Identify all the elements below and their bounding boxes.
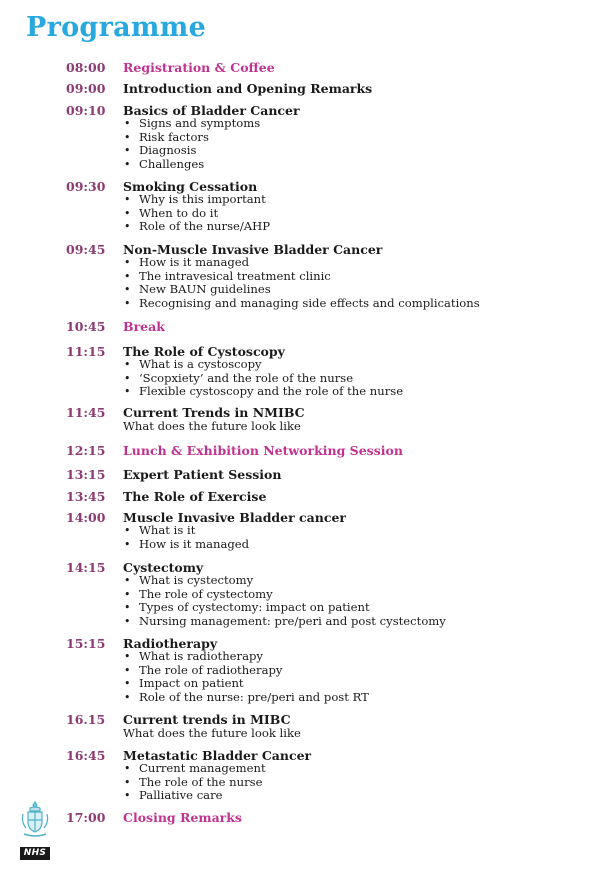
- session-bullet-item: • Signs and symptoms: [123, 117, 260, 131]
- session-bullet-list: [123, 762, 266, 803]
- session-bullet-item: • Impact on patient: [123, 677, 369, 691]
- session-bullet-item: • Palliative care: [123, 789, 266, 803]
- session-title: Radiotherapy: [123, 636, 218, 651]
- session-title: Basics of Bladder Cancer: [123, 103, 300, 118]
- session-time: 14:15: [66, 560, 106, 575]
- session-bullet-list: [123, 524, 249, 551]
- session-title: Muscle Invasive Bladder cancer: [123, 510, 347, 525]
- session-bullet-item: • Nursing management: pre/peri and post cystectomy: [123, 615, 446, 629]
- page-title: Programme: [26, 12, 207, 43]
- session-title: Metastatic Bladder Cancer: [123, 748, 312, 763]
- session-time: 13:15: [66, 467, 106, 482]
- session-bullet-item: • How is it managed: [123, 538, 249, 552]
- session-bullet-list: [123, 358, 403, 399]
- session-bullet-item: • Recognising and managing side effects and complications: [123, 297, 480, 311]
- session-bullet-list: [123, 574, 446, 628]
- session-title: Cystectomy: [123, 560, 204, 575]
- session-bullet-list: [123, 117, 260, 171]
- session-title: Non-Muscle Invasive Bladder Cancer: [123, 242, 383, 257]
- session-bullet-item: • How is it managed: [123, 256, 480, 270]
- session-time: 09:45: [66, 242, 106, 257]
- session-bullet-item: • Flexible cystoscopy and the role of the nurse: [123, 385, 403, 399]
- session-bullet-item: • ‘Scopxiety’ and the role of the nurse: [123, 372, 403, 386]
- session-bullet-item: • Role of the nurse/AHP: [123, 220, 270, 234]
- session-subline: What does the future look like: [123, 419, 301, 433]
- session-bullet-item: • Risk factors: [123, 131, 260, 145]
- session-bullet-list: [123, 650, 369, 704]
- session-bullet-item: • Role of the nurse: pre/peri and post RT: [123, 691, 369, 705]
- session-time: 13:45: [66, 489, 106, 504]
- session-bullet-item: • The role of radiotherapy: [123, 664, 369, 678]
- session-title: Lunch & Exhibition Networking Session: [123, 443, 403, 458]
- royal-crest-icon: [20, 800, 50, 838]
- session-bullet-item: • Why is this important: [123, 193, 270, 207]
- session-title: Current trends in MIBC: [123, 712, 291, 727]
- session-bullet-item: • The intravesical treatment clinic: [123, 270, 480, 284]
- session-time: 14:00: [66, 510, 106, 525]
- session-title: The Role of Exercise: [123, 489, 267, 504]
- session-time: 16:45: [66, 748, 106, 763]
- session-bullet-item: • The role of the nurse: [123, 776, 266, 790]
- session-bullet-item: • Current management: [123, 762, 266, 776]
- session-bullet-item: • When to do it: [123, 207, 270, 221]
- session-title: Registration & Coffee: [123, 60, 275, 75]
- session-title: Break: [123, 319, 165, 334]
- session-time: 15:15: [66, 636, 106, 651]
- session-title: Closing Remarks: [123, 810, 242, 825]
- session-time: 09:10: [66, 103, 106, 118]
- session-bullet-item: • What is radiotherapy: [123, 650, 369, 664]
- session-time: 09:30: [66, 179, 106, 194]
- nhs-logo: NHS: [20, 847, 50, 860]
- session-bullet-item: • Types of cystectomy: impact on patient: [123, 601, 446, 615]
- session-title: Expert Patient Session: [123, 467, 282, 482]
- session-bullet-list: [123, 193, 270, 234]
- session-time: 11:45: [66, 405, 106, 420]
- session-bullet-item: • What is cystectomy: [123, 574, 446, 588]
- session-time: 11:15: [66, 344, 106, 359]
- session-title: The Role of Cystoscopy: [123, 344, 285, 359]
- session-bullet-item: • What is a cystoscopy: [123, 358, 403, 372]
- session-time: 09:00: [66, 81, 106, 96]
- session-time: 16.15: [66, 712, 106, 727]
- session-title: Current Trends in NMIBC: [123, 405, 305, 420]
- session-subline: What does the future look like: [123, 726, 301, 740]
- session-bullet-list: [123, 256, 480, 310]
- session-title: Smoking Cessation: [123, 179, 258, 194]
- session-bullet-item: • New BAUN guidelines: [123, 283, 480, 297]
- session-bullet-item: • What is it: [123, 524, 249, 538]
- session-title: Introduction and Opening Remarks: [123, 81, 373, 96]
- session-time: 17:00: [66, 810, 106, 825]
- session-time: 10:45: [66, 319, 106, 334]
- session-time: 12:15: [66, 443, 106, 458]
- session-bullet-item: • The role of cystectomy: [123, 588, 446, 602]
- session-time: 08:00: [66, 60, 106, 75]
- session-bullet-item: • Challenges: [123, 158, 260, 172]
- session-bullet-item: • Diagnosis: [123, 144, 260, 158]
